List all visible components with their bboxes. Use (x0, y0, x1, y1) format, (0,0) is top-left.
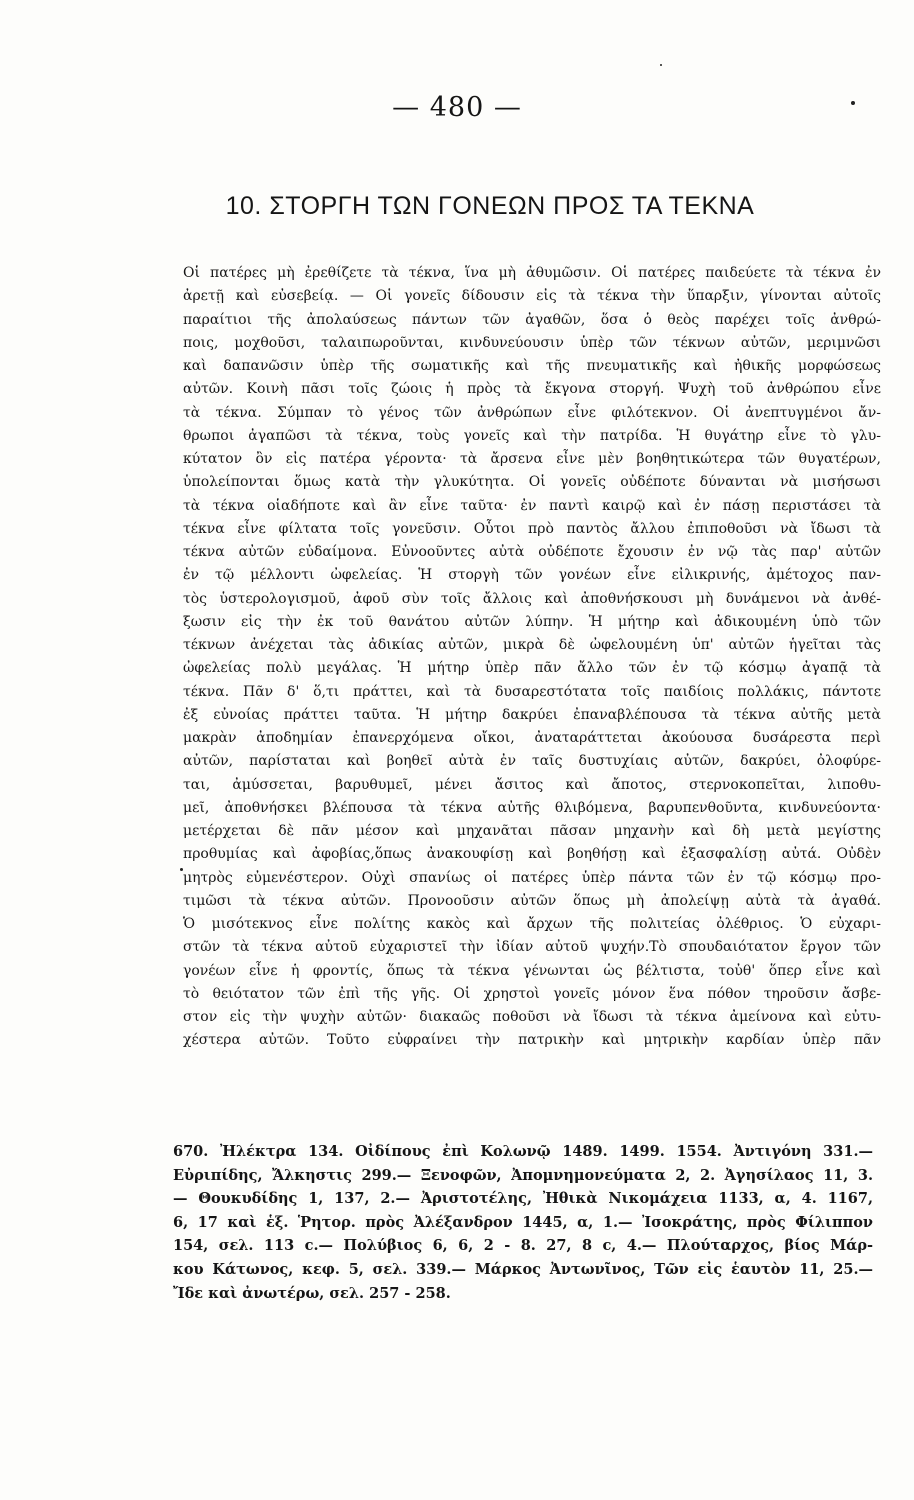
text-line: τὸ θειότατον τῶν ἐπὶ τῆς γῆς. Οἱ χρηστοὶ γονεῖς μόνον ἕνα πόθον τηροῦσιν ἄσβε- (183, 985, 881, 1002)
text-line: τέκνων ἀνέχεται τὰς ἀδικίας αὐτῶν, μικρὰ δὲ ὠφελουμένη ὑπ' αὐτῶν ἡγεῖται τὰς (183, 637, 881, 653)
reference-line: 154, σελ. 113 c.— Πολύβιος 6, 6, 2 - 8. 27, 8 c, 4.— Πλούταρχος, βίος Μάρ- (173, 1237, 873, 1255)
text-line: τὰ τέκνα οἱαδήποτε καὶ ἂν εἶνε ταῦτα· ἐν παντὶ καιρῷ καὶ ἐν πάσῃ περιστάσει τὰ (183, 497, 881, 514)
text-line: μετέρχεται δὲ πᾶν μέσον καὶ μηχανᾶται πᾶσαν μηχανὴν καὶ δὴ μετὰ μεγίστης (183, 823, 881, 839)
print-speck (660, 64, 662, 66)
text-line: ἐξ εὐνοίας πράττει ταῦτα. Ἡ μήτηρ δακρύει ἐπαναβλέπουσα τὰ τέκνα αὐτῆς μετὰ (183, 706, 881, 723)
text-line: καὶ δαπανῶσιν ὑπὲρ τῆς σωματικῆς καὶ τῆς πνευματικῆς καὶ ἠθικῆς μορφώσεως (183, 358, 881, 374)
text-line: κύτατον ὂν εἰς πατέρα γέροντα· τὰ ἄρσενα εἶνε μὲν βοηθητικώτερα τῶν θυγατέρων, (183, 451, 881, 467)
print-speck (180, 868, 183, 871)
text-line: ται, ἀμύσσεται, βαρυθυμεῖ, μένει ἄσιτος καὶ ἄποτος, στερνοκοπεῖται, λιποθυ- (183, 776, 881, 793)
source-references (173, 1140, 873, 1305)
section-heading: 10. ΣΤΟΡΓΗ ΤΩΝ ΓΟΝΕΩΝ ΠΡΟΣ ΤΑ ΤΕΚΝΑ (225, 192, 755, 220)
text-line: γονέων εἶνε ἡ φροντίς, ὅπως τὰ τέκνα γένωνται ὡς βέλτιστα, τοὐθ' ὅπερ εἶνε καὶ (183, 962, 881, 979)
text-line: ποις, μοχθοῦσι, ταλαιπωροῦνται, κινδυνεύουσιν ὑπὲρ τῶν τέκνων αὐτῶν, μεριμνῶσι (183, 334, 881, 351)
text-line: παραίτιοι τῆς ἀπολαύσεως πάντων τῶν ἀγαθῶν, ὅσα ὁ θεὸς παρέχει τοῖς ἀνθρώ- (183, 311, 881, 328)
text-line: μητρὸς εὐμενέστερον. Οὐχὶ σπανίως οἱ πατέρες ὑπὲρ πάντα τῶν ἐν τῷ κόσμῳ προ- (183, 869, 881, 886)
text-line: τιμῶσι τὰ τέκνα αὐτῶν. Προνοοῦσιν αὐτῶν ὅπως μὴ ἀπολείψῃ αὐτὰ τὰ ἀγαθά. (183, 892, 881, 909)
text-line: στον εἰς τὴν ψυχὴν αὐτῶν· διακαῶς ποθοῦσι νὰ ἴδωσι τὰ τέκνα ἀμείνονα καὶ εὐτυ- (183, 1009, 881, 1025)
reference-line: 6, 17 καὶ ἑξ. Ῥητορ. πρὸς Ἀλέξανδρον 1445, α, 1.— Ἰσοκράτης, πρὸς Φίλιππον (173, 1213, 873, 1231)
main-text (183, 262, 881, 1053)
reference-line: — Θουκυδίδης 1, 137, 2.— Ἀριστοτέλης, Ἠθικὰ Νικομάχεια 1133, α, 4. 1167, (173, 1190, 873, 1208)
text-line: μακρὰν ἀποδημίαν ἐπανερχόμενα οἴκοι, ἀναταράττεται ἀκούουσα δυσάρεστα περὶ (183, 730, 881, 746)
reference-line: Ἴδε καὶ ἀνωτέρω, σελ. 257 - 258. (173, 1284, 451, 1302)
reference-line: κου Κάτωνος, κεφ. 5, σελ. 339.— Μάρκος Ἀντωνῖνος, Τῶν εἰς ἑαυτὸν 11, 25.— (173, 1260, 873, 1278)
text-line: Ὁ μισότεκνος εἶνε πολίτης κακὸς καὶ ἄρχων τῆς πολιτείας ὀλέθριος. Ὁ εὐχαρι- (183, 916, 881, 932)
text-line: αὐτῶν, παρίσταται καὶ βοηθεῖ αὐτὰ ἐν ταῖς δυστυχίαις αὐτῶν, δακρύει, ὀλοφύρε- (183, 753, 881, 770)
text-line: ξωσιν εἰς τὴν ἐκ τοῦ θανάτου αὐτῶν λύπην. Ἡ μήτηρ καὶ ἀδικουμένη ὑπὸ τῶν (183, 613, 881, 630)
print-speck (851, 101, 855, 105)
text-line: τέκνα αὐτῶν εὐδαίμονα. Εὐνοοῦντες αὐτὰ οὐδέποτε ἔχουσιν ἐν νῷ τὰς παρ' αὐτῶν (183, 544, 881, 560)
text-line: αὐτῶν. Κοινὴ πᾶσι τοῖς ζώοις ἡ πρὸς τὰ ἔκγονα στοργή. Ψυχὴ τοῦ ἀνθρώπου εἶνε (183, 381, 881, 398)
text-line: θρωποι ἀγαπῶσι τὰ τέκνα, τοὺς γονεῖς καὶ τὴν πατρίδα. Ἡ θυγάτηρ εἶνε τὸ γλυ- (183, 427, 881, 444)
text-line: τέκνα. Πᾶν δ' ὅ,τι πράττει, καὶ τὰ δυσαρεστότατα τοῖς παιδίοις πολλάκις, πάντοτε (183, 683, 881, 700)
text-line: τὰ τέκνα. Σύμπαν τὸ γένος τῶν ἀνθρώπων εἶνε φιλότεκνον. Οἱ ἀνεπτυγμένοι ἄν- (183, 404, 881, 421)
reference-line: Εὐριπίδης, Ἄλκηστις 299.— Ξενοφῶν, Ἀπομνημονεύματα 2, 2. Ἀγησίλαος 11, 3. (173, 1166, 873, 1184)
page-number: — 480 — (392, 92, 522, 123)
text-line: ὑπολείπονται ὅμως κατὰ τὴν γλυκύτητα. Οἱ γονεῖς οὐδέποτε δύνανται νὰ μισήσωσι (183, 474, 881, 491)
text-line: ὠφελείας πολὺ μεγάλας. Ἡ μήτηρ ὑπὲρ πᾶν ἄλλο τῶν ἐν τῷ κόσμῳ ἀγαπᾷ τὰ (183, 660, 881, 677)
text-line: στῶν τὰ τέκνα αὐτοῦ εὐχαριστεῖ τὴν ἰδίαν αὐτοῦ ψυχήν.Τὸ σπουδαιότατον ἔργον τῶν (183, 939, 881, 956)
text-line: χέστερα αὐτῶν. Τοῦτο εὐφραίνει τὴν πατρικὴν καὶ μητρικὴν καρδίαν ὑπὲρ πᾶν (183, 1032, 881, 1049)
text-line: τέκνα εἶνε φίλτατα τοῖς γονεῦσιν. Οὗτοι πρὸ παντὸς ἄλλου ἐπιποθοῦσι νὰ ἴδωσι τὰ (183, 520, 881, 537)
text-line: Οἱ πατέρες μὴ ἐρεθίζετε τὰ τέκνα, ἵνα μὴ ἀθυμῶσιν. Οἱ πατέρες παιδεύετε τὰ τέκνα ἐν (183, 265, 881, 281)
text-line: προθυμίας καὶ ἀφοβίας,ὅπως ἀνακουφίσῃ καὶ βοηθήσῃ καὶ ἐξασφαλίσῃ αὐτά. Οὐδὲν (183, 846, 881, 863)
text-line: ἐν τῷ μέλλοντι ὠφελείας. Ἡ στοργὴ τῶν γονέων εἶνε εἰλικρινής, ἀμέτοχος παν- (183, 567, 881, 584)
text-line: ἀρετῇ καὶ εὐσεβείᾳ. — Οἱ γονεῖς δίδουσιν εἰς τὰ τέκνα τὴν ὕπαρξιν, γίνονται αὐτοῖς (183, 288, 881, 305)
reference-line: 670. Ἠλέκτρα 134. Οἰδίπους ἐπὶ Κολωνῷ 1489. 1499. 1554. Ἀντιγόνη 331.— (173, 1143, 873, 1160)
text-line: μεῖ, ἀποθνήσκει βλέπουσα τὰ τέκνα αὐτῆς θλιβόμενα, βαρυπενθοῦντα, κινδυνεύοντα· (183, 799, 881, 816)
text-line: τὸς ὑστερολογισμοῦ, ἀφοῦ σὺν τοῖς ἄλλοις καὶ ἀποθνήσκουσι μὴ δυνάμενοι νὰ ἀνθέ- (183, 590, 881, 607)
